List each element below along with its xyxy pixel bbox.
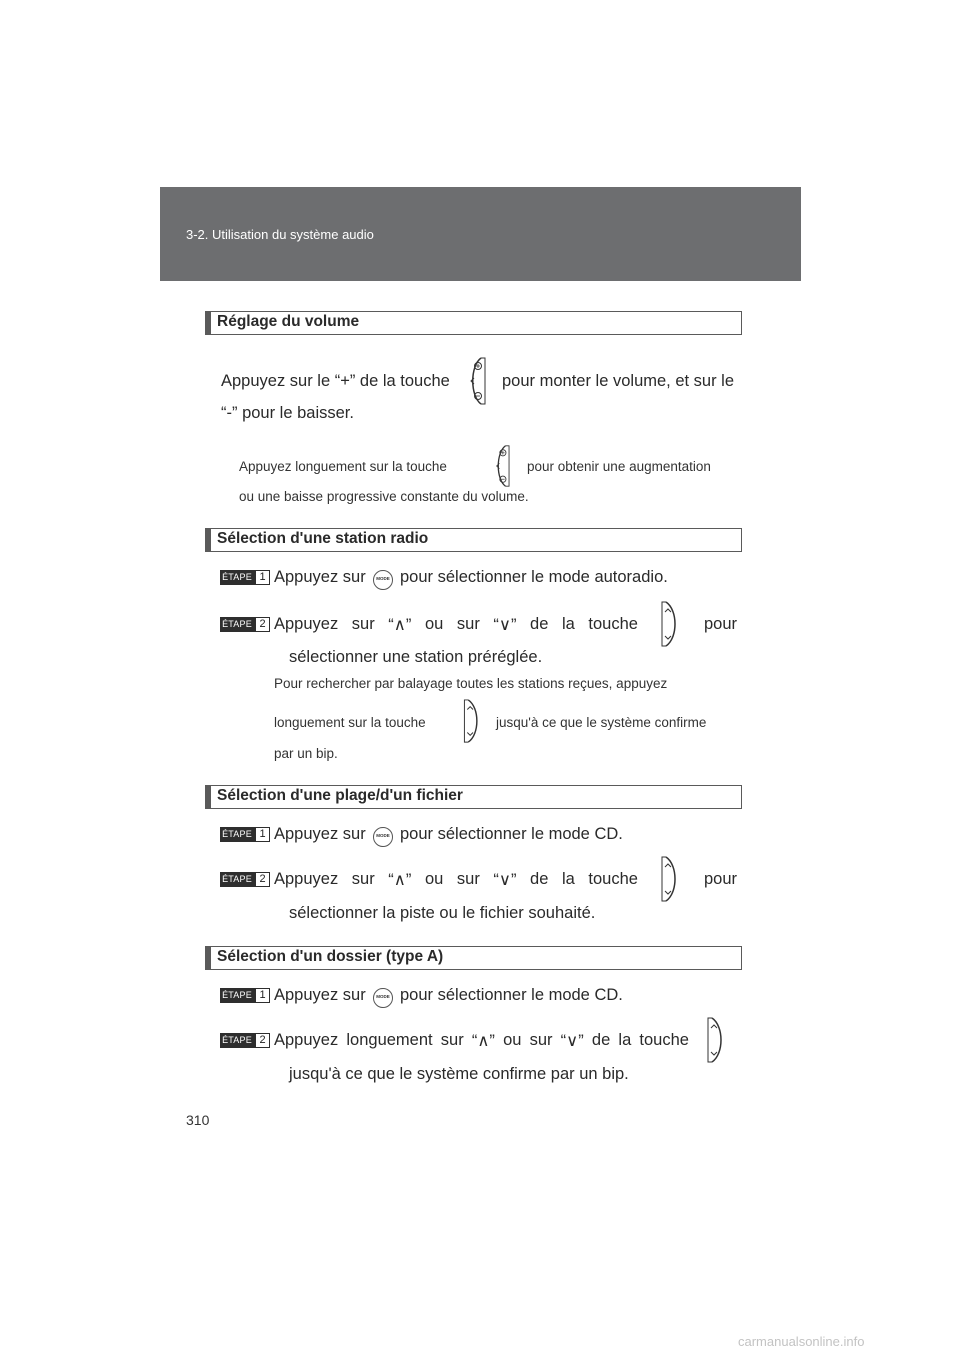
mode-button-icon: MODE [373, 988, 393, 1008]
seek-switch-icon [660, 855, 684, 903]
radio-step1-end: pour sélectionner le mode autoradio. [400, 568, 668, 586]
folder-step2-line2: jusqu'à ce que le système confirme par un bip. [289, 1065, 629, 1083]
track-step1-start: Appuyez sur [274, 825, 366, 843]
section-title-bar [206, 947, 211, 969]
radio-step2-line1-end: pour [704, 615, 738, 633]
section-title-bar [206, 529, 211, 551]
folder-step2-line1: Appuyez longuement sur “∧” ou sur “∨” de la touche [274, 1031, 689, 1050]
track-step1-end: pour sélectionner le mode CD. [400, 825, 623, 843]
volume-text-line2: “-” pour le baisser. [221, 404, 354, 422]
track-step2-line1: Appuyez sur “∧” ou sur “∨” de la touche [274, 870, 638, 889]
seek-switch-icon [660, 600, 684, 648]
section-title-bar [206, 312, 211, 334]
radio-note-line3: par un bip. [274, 746, 338, 761]
section-title-bar [206, 786, 211, 808]
volume-note-line1-end: pour obtenir une augmentation [527, 459, 711, 474]
section-title-text: Réglage du volume [217, 313, 360, 330]
section-title-text: Sélection d'une plage/d'un fichier [217, 787, 463, 804]
step-badge-1: ÉTAPE 1 [220, 570, 270, 585]
step-badge-1: ÉTAPE 1 [220, 827, 270, 842]
section-title-folder [205, 946, 742, 970]
seek-switch-icon [462, 698, 486, 744]
watermark: carmanualsonline.info [738, 1334, 865, 1349]
section-title-volume [205, 311, 742, 335]
track-step2-line2: sélectionner la piste ou le fichier souhaité. [289, 904, 596, 922]
mode-button-icon: MODE [373, 827, 393, 847]
track-step2-line1-end: pour [704, 870, 738, 888]
volume-note-line1-start: Appuyez longuement sur la touche [239, 459, 447, 474]
radio-step1-start: Appuyez sur [274, 568, 366, 586]
radio-note-line2-start: longuement sur la touche [274, 715, 426, 730]
section-title-track [205, 785, 742, 809]
volume-switch-icon [464, 356, 490, 406]
breadcrumb: 3-2. Utilisation du système audio [186, 227, 374, 242]
volume-text-line1-end: pour monter le volume, et sur le [502, 372, 735, 390]
volume-switch-icon [490, 444, 514, 488]
step-badge-2: ÉTAPE 2 [220, 1033, 270, 1048]
section-title-text: Sélection d'un dossier (type A) [217, 948, 444, 965]
step-badge-2: ÉTAPE 2 [220, 617, 270, 632]
radio-step2-line1: Appuyez sur “∧” ou sur “∨” de la touche [274, 615, 638, 634]
radio-note-line1: Pour rechercher par balayage toutes les stations reçues, appuyez [274, 676, 668, 691]
radio-note-line2-end: jusqu'à ce que le système confirme [496, 715, 707, 730]
volume-text-line1-start: Appuyez sur le “+” de la touche [221, 372, 450, 390]
volume-note-line2: ou une baisse progressive constante du volume. [239, 489, 529, 504]
section-title-radio [205, 528, 742, 552]
folder-step1-start: Appuyez sur [274, 986, 366, 1004]
step-badge-1: ÉTAPE 1 [220, 988, 270, 1003]
page-number: 310 [186, 1112, 210, 1128]
step-badge-2: ÉTAPE 2 [220, 872, 270, 887]
folder-step1-end: pour sélectionner le mode CD. [400, 986, 623, 1004]
mode-button-icon: MODE [373, 570, 393, 590]
seek-switch-icon [706, 1016, 730, 1064]
radio-step2-line2: sélectionner une station préréglée. [289, 648, 543, 666]
section-title-text: Sélection d'une station radio [217, 530, 429, 547]
